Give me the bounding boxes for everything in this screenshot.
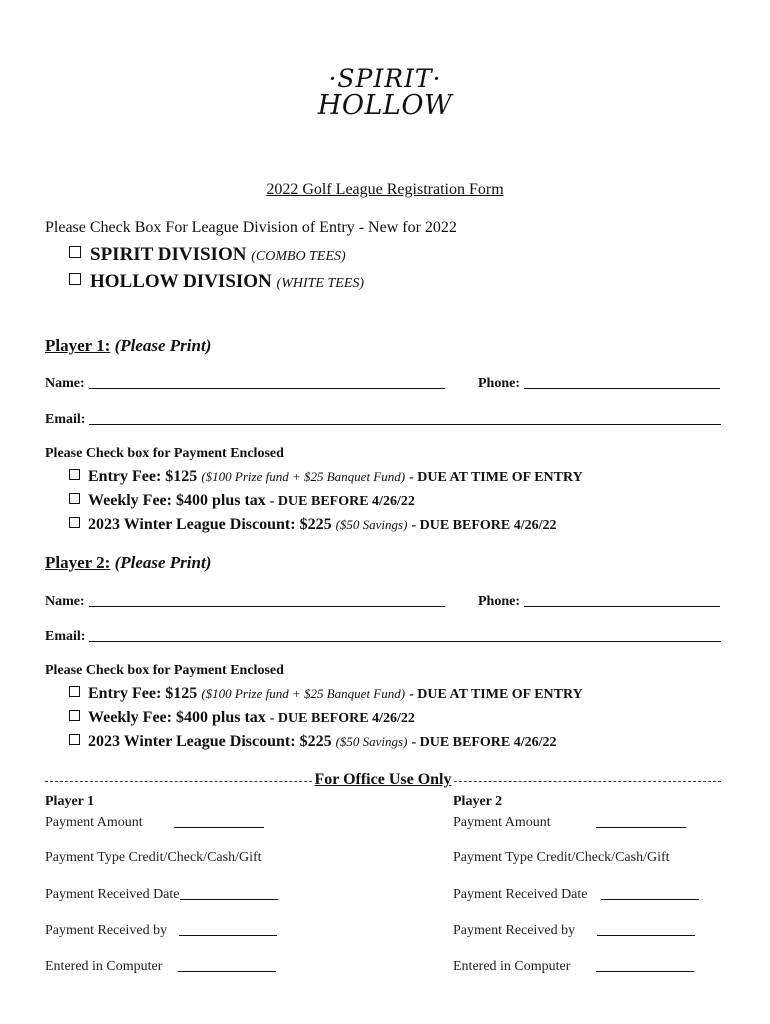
player-2-payment-heading: Please Check box for Payment Enclosed	[45, 663, 284, 678]
office-p1-received-date[interactable]: Payment Received Date	[45, 886, 278, 903]
checkbox[interactable]	[69, 517, 80, 528]
checkbox[interactable]	[69, 469, 80, 480]
checkbox[interactable]	[69, 273, 81, 285]
name-input-line[interactable]	[89, 593, 445, 607]
email-input-line[interactable]	[89, 628, 721, 642]
player-2-entry-fee-option[interactable]: Entry Fee: $125 ($100 Prize fund + $25 Banquet Fund) - DUE AT TIME OF ENTRY	[69, 685, 583, 703]
phone-input-line[interactable]	[524, 593, 720, 607]
player-1-winter-discount-option[interactable]: 2023 Winter League Discount: $225 ($50 Savings) - DUE BEFORE 4/26/22	[69, 516, 557, 534]
checkbox[interactable]	[69, 686, 80, 697]
office-use-title: For Office Use Only	[314, 771, 452, 788]
office-p1-payment-type: Payment Type Credit/Check/Cash/Gift	[45, 850, 262, 865]
checkbox[interactable]	[69, 734, 80, 745]
player-1-phone-field[interactable]: Phone:	[478, 374, 720, 392]
division-name: SPIRIT DIVISION	[90, 244, 247, 265]
print-note: (Please Print)	[114, 336, 212, 355]
player-1-payment-heading: Please Check box for Payment Enclosed	[45, 446, 284, 461]
division-name: HOLLOW DIVISION	[90, 271, 272, 292]
office-p1-received-by[interactable]: Payment Received by	[45, 922, 277, 939]
player-label: Player 2:	[45, 553, 111, 572]
name-input-line[interactable]	[89, 375, 445, 389]
phone-input-line[interactable]	[524, 375, 720, 389]
print-note: (Please Print)	[114, 553, 212, 572]
checkbox[interactable]	[69, 710, 80, 721]
player-1-entry-fee-option[interactable]: Entry Fee: $125 ($100 Prize fund + $25 Banquet Fund) - DUE AT TIME OF ENTRY	[69, 468, 583, 486]
player-2-email-field[interactable]: Email:	[45, 627, 721, 645]
division-heading: Please Check Box For League Division of Entry - New for 2022	[45, 219, 457, 236]
division-note: COMBO TEES	[255, 249, 342, 264]
office-use-divider	[45, 771, 721, 791]
office-p1-payment-amount[interactable]: Payment Amount	[45, 814, 264, 831]
office-player-2-title: Player 2	[453, 794, 503, 809]
player-1-name-field[interactable]: Name:	[45, 374, 445, 392]
office-p2-received-by[interactable]: Payment Received by	[453, 922, 695, 939]
player-2-heading	[45, 553, 211, 573]
player-1-heading	[45, 336, 211, 356]
checkbox[interactable]	[69, 493, 80, 504]
office-p2-payment-amount[interactable]: Payment Amount	[453, 814, 686, 831]
office-p2-payment-type: Payment Type Credit/Check/Cash/Gift	[453, 850, 670, 865]
player-1-email-field[interactable]: Email:	[45, 410, 721, 428]
logo-line-2: HOLLOW	[317, 90, 453, 121]
player-1-weekly-fee-option[interactable]: Weekly Fee: $400 plus tax - DUE BEFORE 4/26/22	[69, 492, 415, 510]
division-option-spirit[interactable]: SPIRIT DIVISION (COMBO TEES)	[69, 244, 346, 266]
player-2-weekly-fee-option[interactable]: Weekly Fee: $400 plus tax - DUE BEFORE 4/26/22	[69, 709, 415, 727]
office-p1-entered-in-computer[interactable]: Entered in Computer	[45, 958, 276, 975]
checkbox[interactable]	[69, 246, 81, 258]
office-p2-entered-in-computer[interactable]: Entered in Computer	[453, 958, 694, 975]
player-2-name-field[interactable]: Name:	[45, 592, 445, 610]
form-title: 2022 Golf League Registration Form	[266, 181, 504, 198]
spirit-hollow-logo	[0, 66, 770, 119]
office-player-1-title: Player 1	[45, 794, 95, 809]
player-2-winter-discount-option[interactable]: 2023 Winter League Discount: $225 ($50 Savings) - DUE BEFORE 4/26/22	[69, 733, 557, 751]
email-input-line[interactable]	[89, 411, 721, 425]
player-label: Player 1:	[45, 336, 111, 355]
office-p2-received-date[interactable]: Payment Received Date	[453, 886, 699, 903]
division-option-hollow[interactable]: HOLLOW DIVISION (WHITE TEES)	[69, 271, 364, 293]
logo-line-1: ·SPIRIT·	[328, 64, 442, 93]
player-2-phone-field[interactable]: Phone:	[478, 592, 720, 610]
division-note: WHITE TEES	[281, 276, 360, 291]
